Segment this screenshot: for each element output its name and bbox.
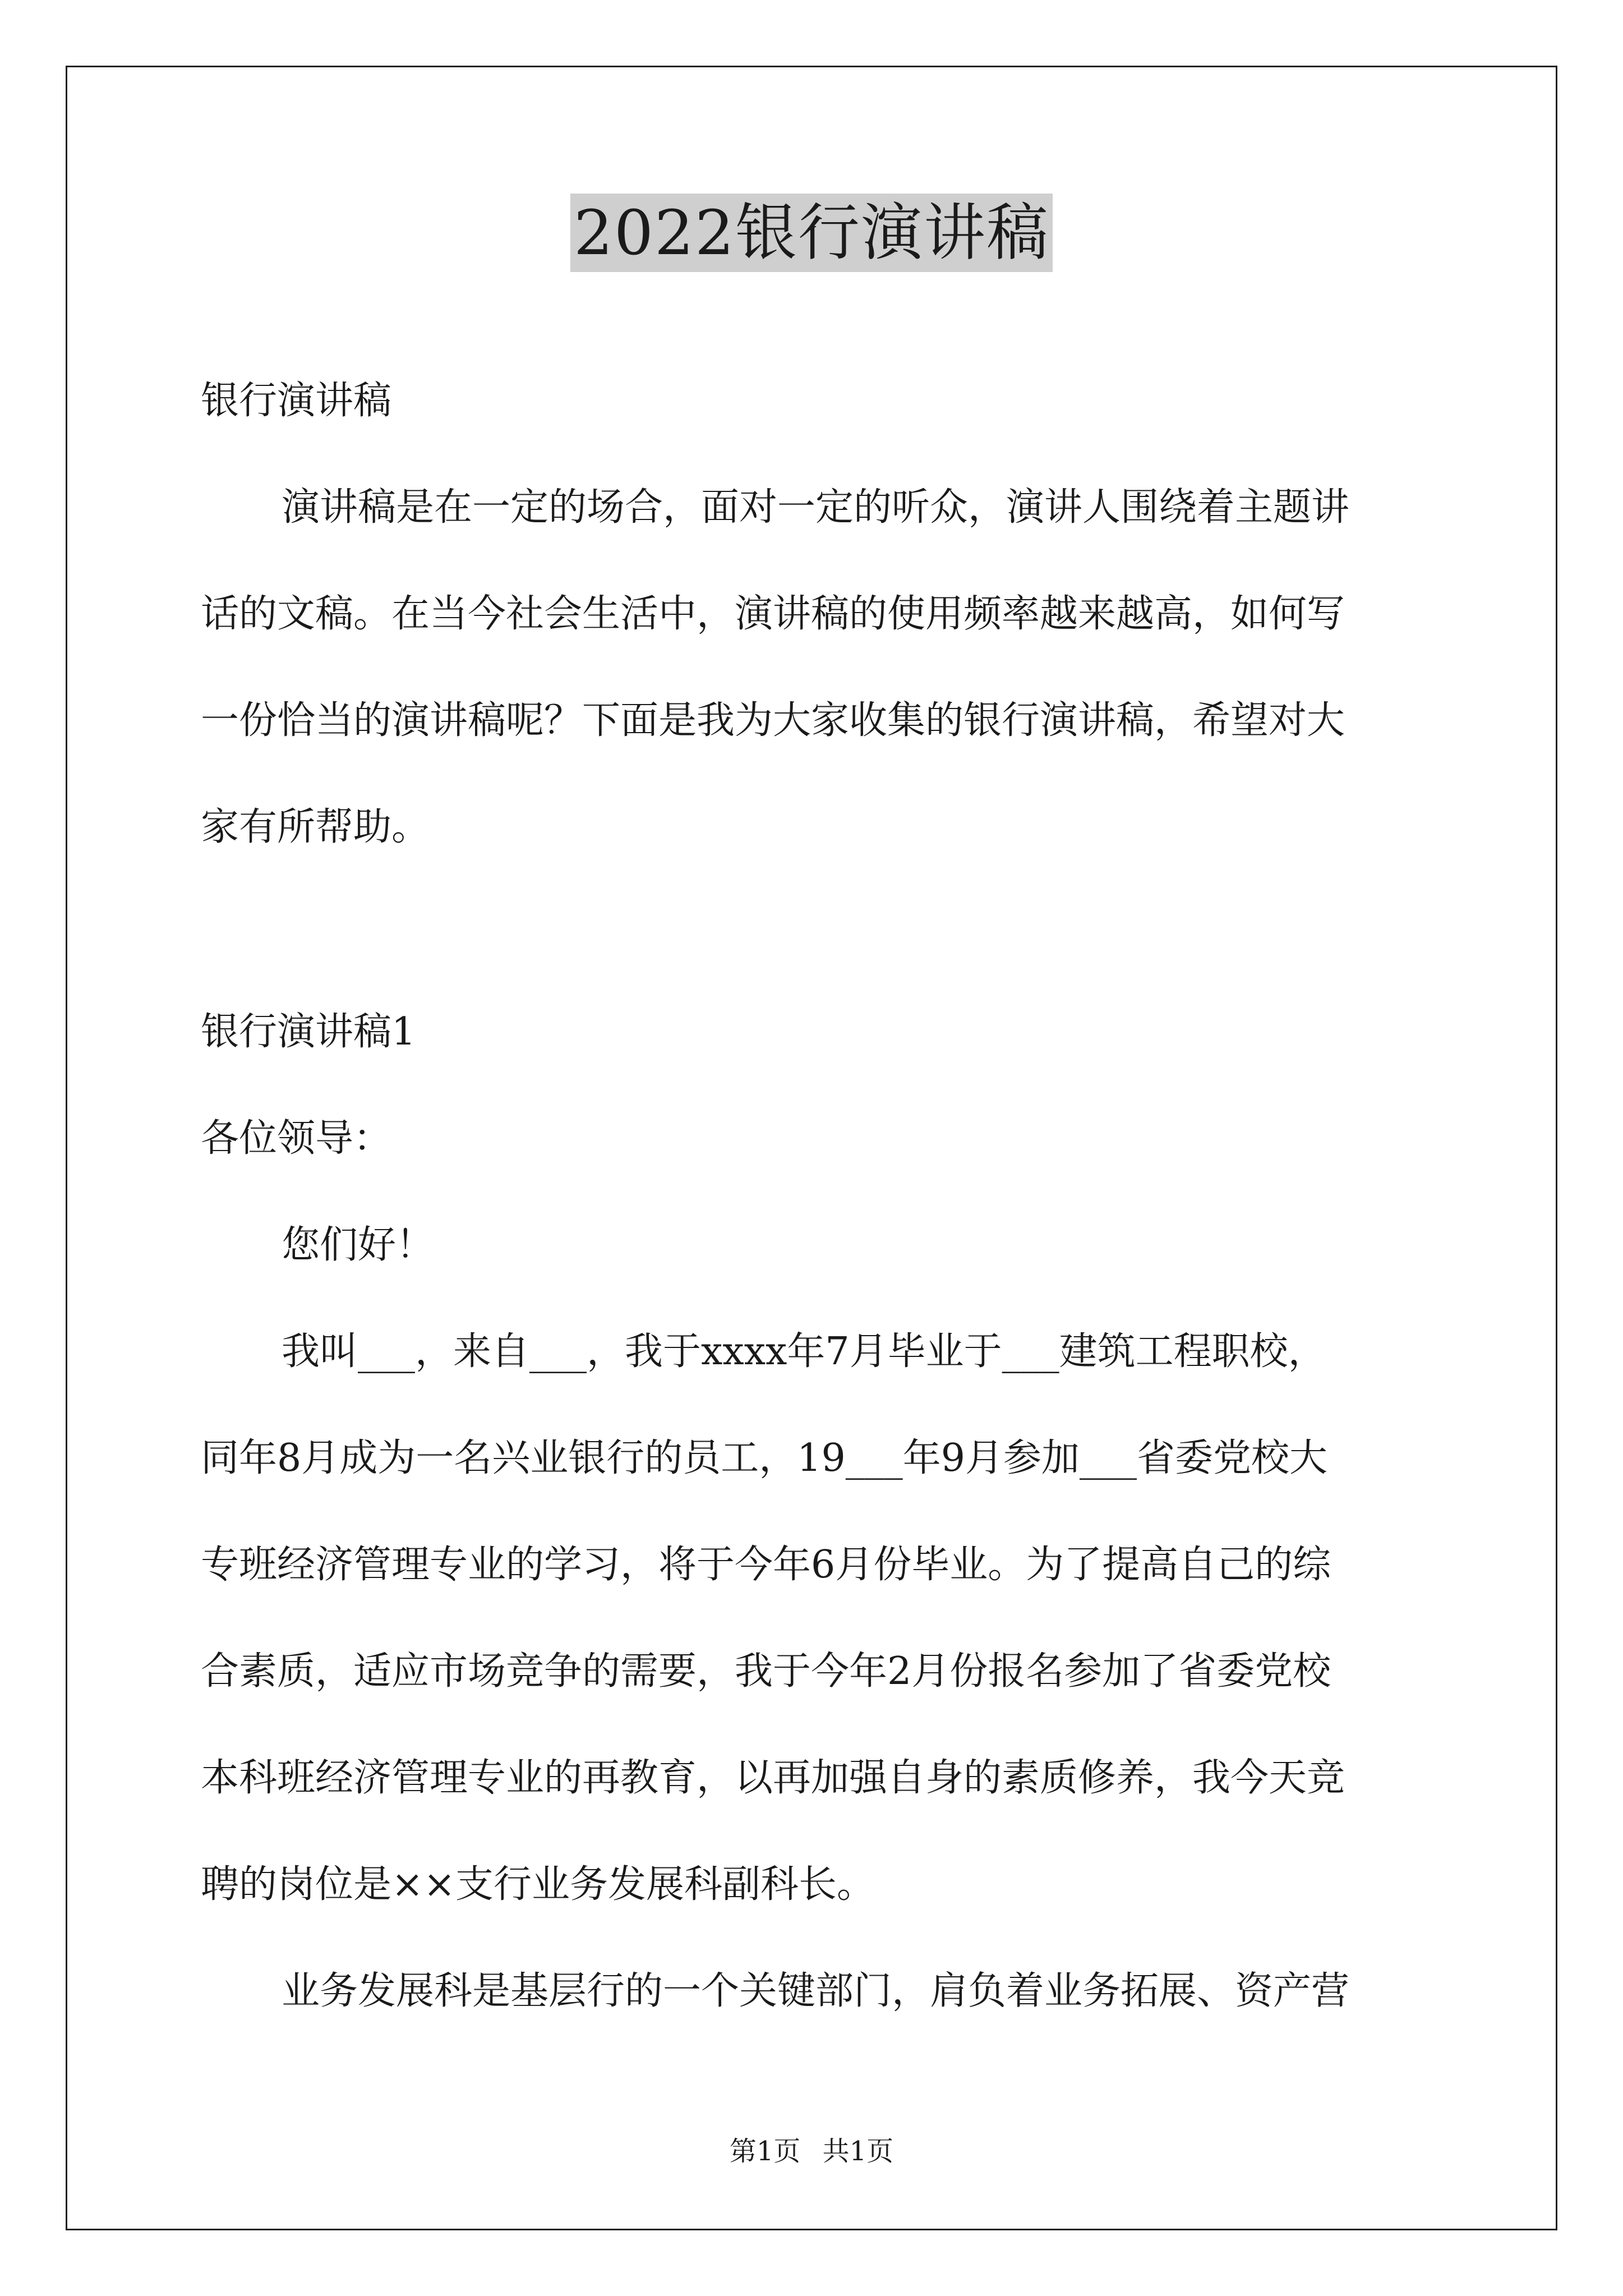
page-footer bbox=[0, 2134, 1623, 2168]
intro-heading: 银行演讲稿 bbox=[201, 379, 392, 423]
page-number-total: 共1页 bbox=[822, 2136, 894, 2167]
para1-line-4: 合素质，适应市场竞争的需要，我于今年2月份报名参加了省委党校 bbox=[201, 1649, 1331, 1694]
para1-line-1: 我叫___，来自___，我于xxxx年7月毕业于___建筑工程职校， bbox=[282, 1329, 1326, 1374]
para2-line-1: 业务发展科是基层行的一个关键部门，肩负着业务拓展、资产营 bbox=[282, 1969, 1350, 2013]
para1-line-2: 同年8月成为一名兴业银行的员工，19___年9月参加___省委党校大 bbox=[201, 1436, 1328, 1480]
section-gap bbox=[201, 881, 1435, 979]
document-body bbox=[201, 348, 1435, 2045]
intro-line-3: 一份恰当的演讲稿呢？下面是我为大家收集的银行演讲稿，希望对大 bbox=[201, 698, 1345, 743]
greeting: 您们好！ bbox=[282, 1223, 435, 1267]
intro-line-2: 话的文稿。在当今社会生活中，演讲稿的使用频率越来越高，如何写 bbox=[201, 592, 1345, 636]
document-title: 2022银行演讲稿 bbox=[570, 194, 1053, 272]
para1-line-6: 聘的岗位是××支行业务发展科副科长。 bbox=[201, 1862, 875, 1907]
para1-line-3: 专班经济管理专业的学习，将于今年6月份毕业。为了提高自己的综 bbox=[201, 1543, 1331, 1587]
section1-heading: 银行演讲稿1 bbox=[201, 1010, 416, 1054]
para1-line-5: 本科班经济管理专业的再教育，以再加强自身的素质修养，我今天竞 bbox=[201, 1756, 1345, 1800]
salutation: 各位领导： bbox=[201, 1116, 392, 1161]
intro-line-1: 演讲稿是在一定的场合，面对一定的听众，演讲人围绕着主题讲 bbox=[282, 485, 1350, 530]
page-number-current: 第1页 bbox=[729, 2136, 801, 2167]
title-wrap bbox=[0, 194, 1623, 272]
intro-line-4: 家有所帮助。 bbox=[201, 805, 430, 849]
